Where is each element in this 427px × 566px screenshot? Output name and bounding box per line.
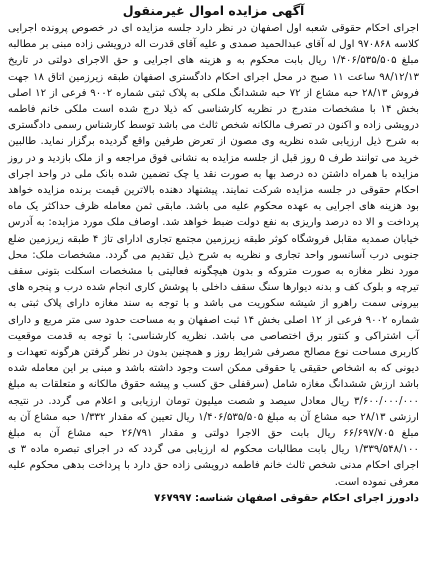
notice-signature: دادورز اجرای احکام حقوقی اصفهان شناسه: ۷۶۷۹۹۷ — [154, 492, 419, 504]
notice-title: آگهی مزایده اموال غیرمنقول — [122, 3, 305, 18]
notice-body-text: اجرای احکام حقوقی شعبه اول اصفهان در نظر دارد جلسه مزایده ای در خصوص پرونده اجرایی کلاسه ۹۷۰۸۶۸ اول له آقای عبدالحمید صمدی و علیه آقای قدرت اله درویشی زاده مبنی بر مطالبه مبلغ ۱/۴۰۶/۵۳۵/۵۰۵ ریال بابت محکوم به و هزینه های اجرایی و حق الاجرای دولتی در تاریخ ۹۸/۱۲/۱۳ ساعت ۱۱ صبح در محل اجرای احکام دادگستری اصفهان طبقه زیرزمین اتاق ۱۸ جهت فروش ۲۸/۱۳ حبه مشاع از ۷۲ حبه ششدانگ ملکی به پلاک ثبتی شماره ۹۰۰۲ فرعی از ۱۲ اصلی بخش ۱۴ با مشخصات مندرج در نظریه کارشناسی که ذیلا درج شده است ملکی خانم فاطمه درویشی زاده و اکنون در تصرف مالکانه شخص ثالث می باشد توسط کارشناس رسمی دادگستری به شرح ذیل ارزیابی شده نظریه وی مصون از تعرض طرفین واقع گردیده برگزار نماید. طالبین خرید می توانند طرف ۵ روز قبل از جلسه مزایده به نشانی فوق مراجعه و از ملک بازدید و در روز مزایده با همراه داشتن ده درصد بها به صورت نقد یا چک تضمین شده بانک ملی در واحد اجرای احکام حقوقی در جلسه مزایده شرکت نمایند. پیشنهاد دهنده بالاترین قیمت برنده مزایده خواهد بود هزینه های اجرایی به عهده محکوم علیه می باشد. مابقی ثمن معامله ظرف حداکثر یک ماه پرداخت و الا ده درصد واریزی به نفع دولت ضبط خواهد شد. اوصاف ملک مورد مزایده: به آدرس خیابان صمدیه مقابل فروشگاه کوثر طبقه زیرزمین مجتمع تجاری ادارای تاژ ۴ طبقه زیرزمین ضلع جنوبی درب آسانسور واحد تجاری و نظریه به شرح ذیل تقدیم می گردد. مشخصات ملک: محل مورد نظر مغازه به صورت متروکه و بدون هیچگونه فعالیتی با مشخصات اسکلت بتونی سقف تیرچه و بلوک کف و بدنه دیوارها سنگ سقف داخلی با پوشش کاری انجام شده درب و پنجره های بیرونی سمت راهرو از شیشه سکوریت می باشد و با توجه به سند مغازه دارای پلاک ثبتی به شماره ۹۰۰۲ فرعی از ۱۲ اصلی بخش ۱۴ ثبت اصفهان و به مساحت حدود سی متر مربع و دارای آب اشتراکی و کنتور برق اختصاصی می باشد. نظریه کارشناسی: با توجه به قدمت موقعیت کاربری مساحت نوع مصالح مصرفی شرایط روز و همچنین بدون در نظر گرفتن هرگونه تعهدات و دیونی که به اشخاص حقیقی یا حقوقی ممکن است وجود داشته باشد و مبنی بر این معامله شده باشد ارزش ششدانگ مغازه شامل (سرقفلی حق کسب و پیشه حقوق مالکانه و متعلقات به مبلغ ۳/۶۰۰/۰۰۰/۰۰۰ ریال معادل سیصد و شصت میلیون تومان ارزیابی و اعلام می گردد. در نتیجه ارزشی ۲۸/۱۳ حبه مشاع آن به مبلغ ۱/۴۰۶/۵۳۵/۵۰۵ ریال تعیین که مقدار ۱/۳۳۲ حبه مشاع آن به مبلغ ۶۶/۶۹۷/۷۰۵ ریال بابت حق الاجرا دولتی و مقدار ۲۶/۷۹۱ حبه مشاع آن به مبلغ ۱/۳۳۹/۵۴۸/۱۰۰ ریال بابت مطالبات محکوم له ارزیابی می گردد که در اجرای تبصره ماده ۳ ی اجرای احکام مدنی شخص ثالث خانم فاطمه درویشی زاده حق دارد با پرداخت بدهی محکوم علیه معرفی نموده است. — [8, 23, 420, 488]
